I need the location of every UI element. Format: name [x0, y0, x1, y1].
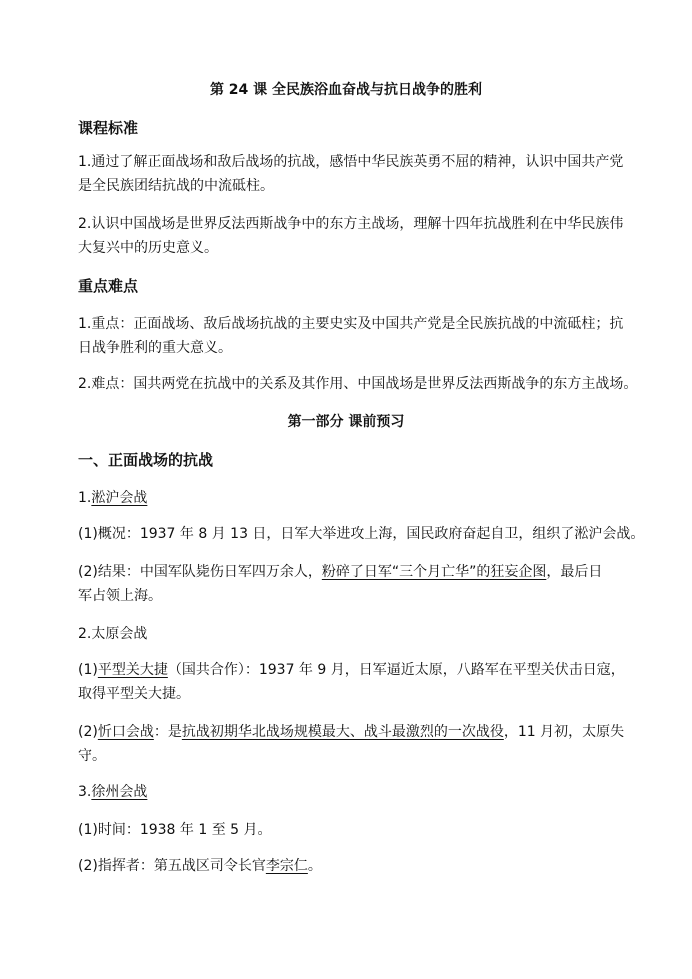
battle3-name: 徐州会战 — [91, 784, 148, 800]
battle1-result-underlined: 粉碎了日军“三个月亡华”的狂妄企图 — [321, 564, 547, 580]
battle2-xinkou-mid: ：是 — [153, 724, 182, 740]
battle1-heading — [78, 488, 623, 508]
section-heading-frontline: 一、正面战场的抗战 — [78, 451, 214, 469]
battle3-time: (1)时间：1938 年 1 至 5 月。 — [78, 822, 272, 838]
battle2-heading: 2.太原会战 — [78, 626, 148, 642]
battle1-result-suffix: ，最后日 — [546, 564, 603, 580]
battle2-pingxing-suffix: （国共合作）：1937 年 9 月，日军逼近太原，八路军在平型关伏击日寇， — [167, 662, 625, 678]
battle2-xinkou-suffix: ，11 月初，太原失 — [503, 724, 625, 740]
keypoints-item1-line1: 1.重点：正面战场、敌后战场抗战的主要史实及中国共产党是全民族抗战的中流砥柱；抗 — [78, 316, 624, 332]
battle2-pingxing-line2: 取得平型关大捷。 — [78, 686, 190, 702]
battle3-prefix: 3. — [78, 784, 92, 800]
standard-item2-line2: 大复兴中的历史意义。 — [78, 240, 218, 256]
battle2-pingxing-name: 平型关大捷 — [97, 662, 168, 678]
battle1-overview: (1)概况：1937 年 8 月 13 日，日军大举进攻上海，国民政府奋起自卫，组织了淞沪会战。 — [78, 526, 645, 542]
standard-item1-line2: 是全民族团结抗战的中流砥柱。 — [78, 178, 274, 194]
battle3-commander-name: 李宗仁 — [265, 858, 308, 874]
standard-item1-line1: 1.通过了解正面战场和敌后战场的抗战，感悟中华民族英勇不屈的精神，认识中国共产党 — [78, 154, 624, 170]
part1-heading: 第一部分 课前预习 — [287, 414, 405, 430]
battle2-xinkou-prefix: (2) — [78, 724, 98, 740]
page-title: 第 24 课 全民族浴血奋战与抗日战争的胜利 — [209, 82, 483, 98]
section-heading-keypoints: 重点难点 — [78, 277, 139, 295]
battle3-commander — [78, 856, 623, 876]
keypoints-item1-line2: 日战争胜利的重大意义。 — [78, 340, 232, 356]
section-heading-standard: 课程标准 — [78, 119, 139, 137]
battle3-commander-suffix: 。 — [307, 858, 322, 874]
battle2-pingxing-prefix: (1) — [78, 662, 98, 678]
battle1-name: 淞沪会战 — [91, 490, 148, 506]
battle2-pingxing-line1 — [78, 660, 623, 680]
battle3-commander-prefix: (2)指挥者：第五战区司令长官 — [78, 858, 266, 874]
keypoints-item2-line1: 2.难点：国共两党在抗战中的关系及其作用、中国战场是世界反法西斯战争的东方主战场。 — [78, 376, 638, 392]
battle3-heading — [78, 782, 623, 802]
battle1-result-line1 — [78, 562, 623, 582]
battle2-xinkou-name: 忻口会战 — [97, 724, 154, 740]
battle2-xinkou-desc: 抗战初期华北战场规模最大、战斗最激烈的一次战役 — [181, 724, 504, 740]
battle2-xinkou-line2: 守。 — [78, 748, 106, 764]
standard-item2-line1: 2.认识中国战场是世界反法西斯战争中的东方主战场，理解十四年抗战胜利在中华民族伟 — [78, 216, 624, 232]
battle2-xinkou-line1 — [78, 722, 623, 742]
battle1-result-prefix: (2)结果：中国军队毙伤日军四万余人， — [78, 564, 322, 580]
battle1-prefix: 1. — [78, 490, 92, 506]
battle1-result-line2: 军占领上海。 — [78, 588, 162, 604]
